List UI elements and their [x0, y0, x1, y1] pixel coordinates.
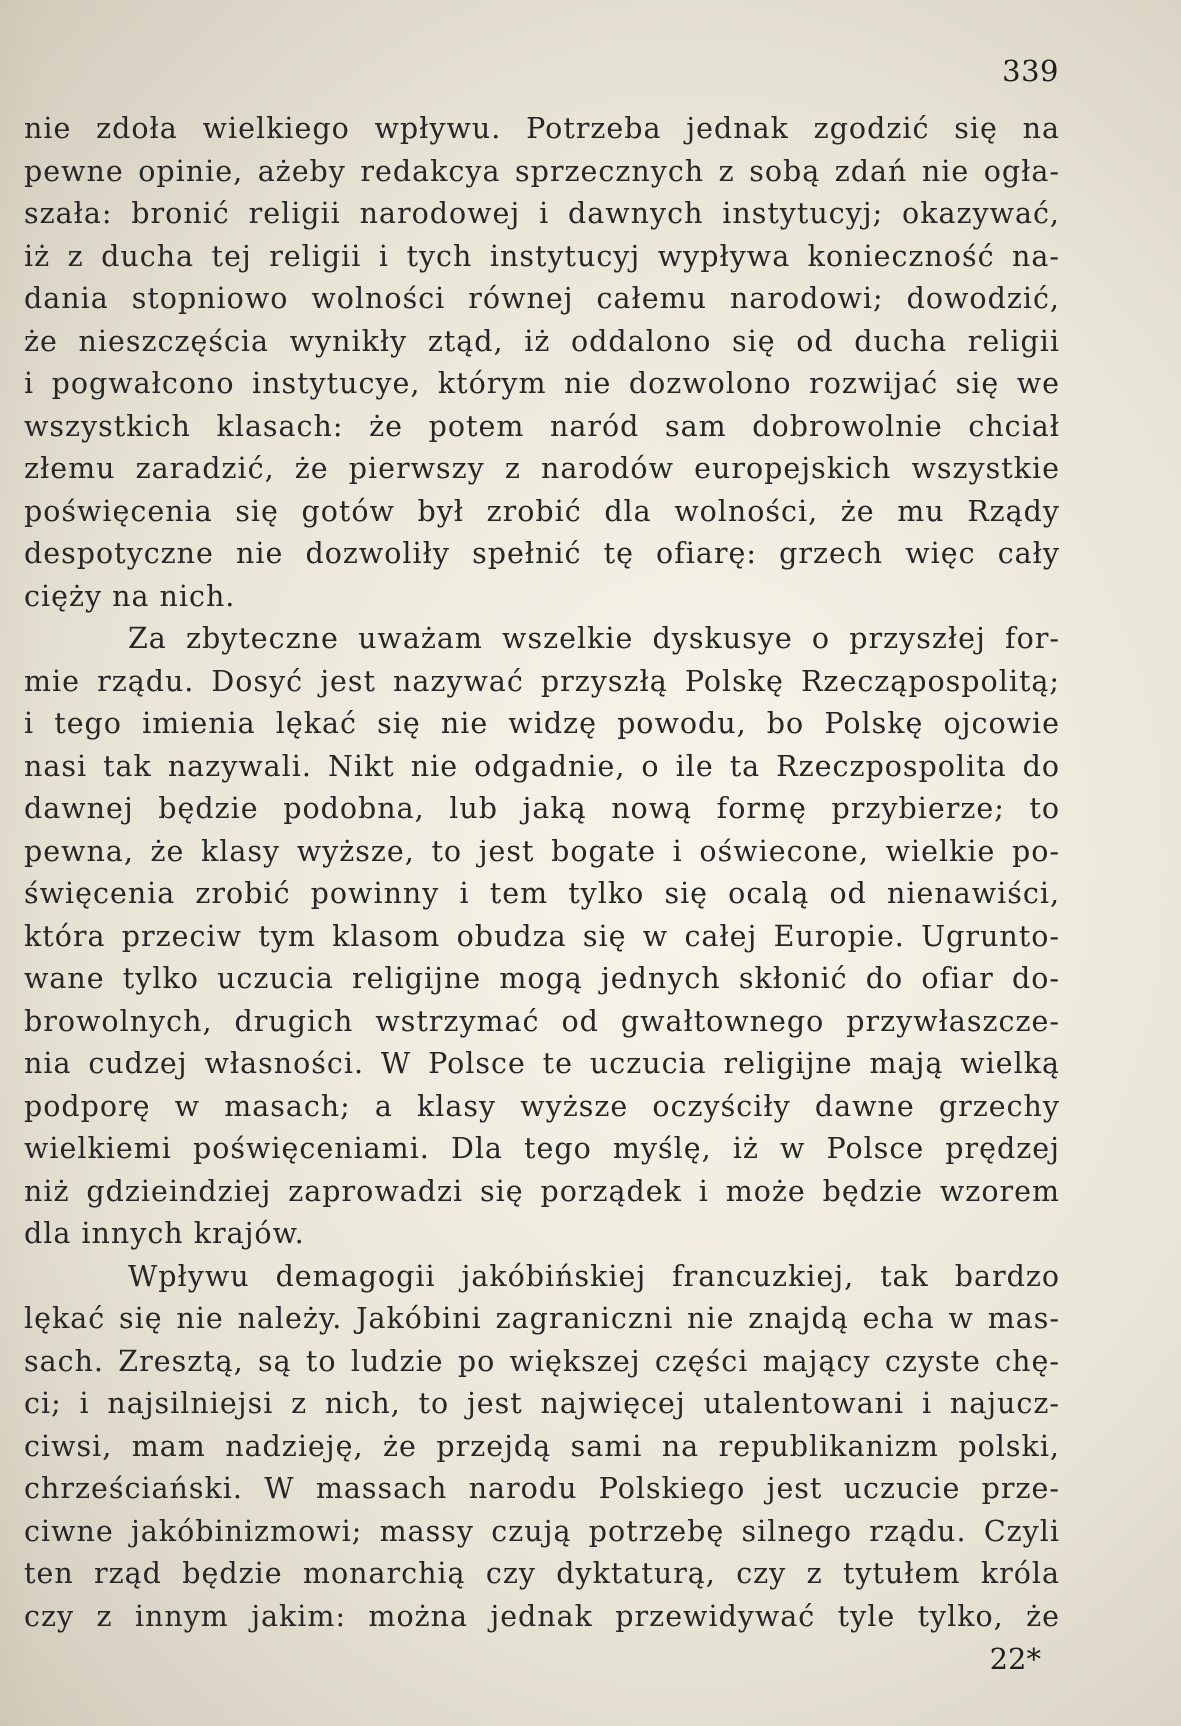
text-line: Wpływu demagogii jakóbińskiej francuzkiej, tak bardzo	[128, 1259, 1060, 1293]
text-line: dania stopniowo wolności równej całemu narodowi; dowodzić,	[24, 282, 1060, 315]
text-line: ciwsi, mam nadzieję, że przejdą sami na republikanizm polski,	[24, 1429, 1060, 1463]
text-line: nasi tak nazywali. Nikt nie odgadnie, o ile ta Rzeczpospolita do	[24, 749, 1060, 783]
text-line: wielkiemi poświęceniami. Dla tego myślę, iż w Polsce prędzej	[24, 1132, 1060, 1165]
page-number: 339	[1002, 54, 1059, 88]
text-line: która przeciw tym klasom obudza się w całej Europie. Ugrunto-	[24, 919, 1060, 953]
signature-mark: 22*	[989, 1642, 1041, 1676]
text-line: złemu zaradzić, że pierwszy z narodów europejskich wszystkie	[24, 452, 1060, 485]
body-text	[24, 108, 1060, 1638]
text-line: cięży na nich.	[24, 579, 236, 613]
text-line: ci; i najsilniejsi z nich, to jest najwięcej utalentowani i najucz-	[24, 1387, 1060, 1420]
text-line: iż z ducha tej religii i tych instytucyj wypływa konieczność na-	[24, 239, 1060, 273]
text-line: browolnych, drugich wstrzymać od gwałtownego przywłaszcze-	[24, 1004, 1060, 1038]
text-line: pewne opinie, ażeby redakcya sprzecznych z sobą zdań nie ogła-	[24, 154, 1060, 188]
text-line: podporę w masach; a klasy wyższe oczyściły dawne grzechy	[24, 1089, 1060, 1123]
text-line: poświęcenia się gotów był zrobić dla wolności, że mu Rządy	[24, 494, 1060, 528]
text-line: wane tylko uczucia religijne mogą jednych skłonić do ofiar do-	[24, 962, 1060, 995]
text-line: chrześciański. W massach narodu Polskiego jest uczucie prze-	[24, 1472, 1060, 1505]
text-line: niż gdzieindziej zaprowadzi się porządek i może będzie wzorem	[24, 1174, 1060, 1208]
text-line: mie rządu. Dosyć jest nazywać przyszłą Polskę Rzecząpospolitą;	[24, 664, 1060, 698]
text-line: pewna, że klasy wyższe, to jest bogate i oświecone, wielkie po-	[24, 834, 1060, 868]
text-line: sach. Zresztą, są to ludzie po większej części mający czyste chę-	[24, 1344, 1060, 1378]
text-line: wszystkich klasach: że potem naród sam dobrowolnie chciał	[24, 409, 1060, 443]
text-line: nia cudzej własności. W Polsce te uczucia religijne mają wielką	[24, 1047, 1060, 1080]
text-line: dla innych krajów.	[24, 1217, 305, 1250]
text-line: że nieszczęścia wynikły ztąd, iż oddalono się od ducha religii	[24, 324, 1060, 358]
text-line: nie zdoła wielkiego wpływu. Potrzeba jednak zgodzić się na	[24, 112, 1060, 145]
text-line: czy z innym jakim: można jednak przewidywać tyle tylko, że	[24, 1599, 1060, 1633]
text-line: szała: bronić religii narodowej i dawnych instytucyj; okazywać,	[24, 197, 1060, 230]
text-line: despotyczne nie dozwoliły spełnić tę ofiarę: grzech więc cały	[24, 537, 1060, 570]
text-line: lękać się nie należy. Jakóbini zagraniczni nie znajdą echa w mas-	[24, 1302, 1060, 1335]
text-line: Za zbyteczne uważam wszelkie dyskusye o przyszłej for-	[128, 622, 1060, 655]
text-line: i pogwałcono instytucye, którym nie dozwolono rozwijać się we	[24, 367, 1060, 400]
text-line: i tego imienia lękać się nie widzę powodu, bo Polskę ojcowie	[24, 707, 1060, 740]
text-line: ten rząd będzie monarchią czy dyktaturą, czy z tytułem króla	[24, 1557, 1060, 1590]
text-line: dawnej będzie podobna, lub jaką nową formę przybierze; to	[24, 792, 1060, 825]
text-line: ciwne jakóbinizmowi; massy czują potrzebę silnego rządu. Czyli	[24, 1514, 1060, 1548]
text-line: święcenia zrobić powinny i tem tylko się ocalą od nienawiści,	[24, 877, 1060, 910]
